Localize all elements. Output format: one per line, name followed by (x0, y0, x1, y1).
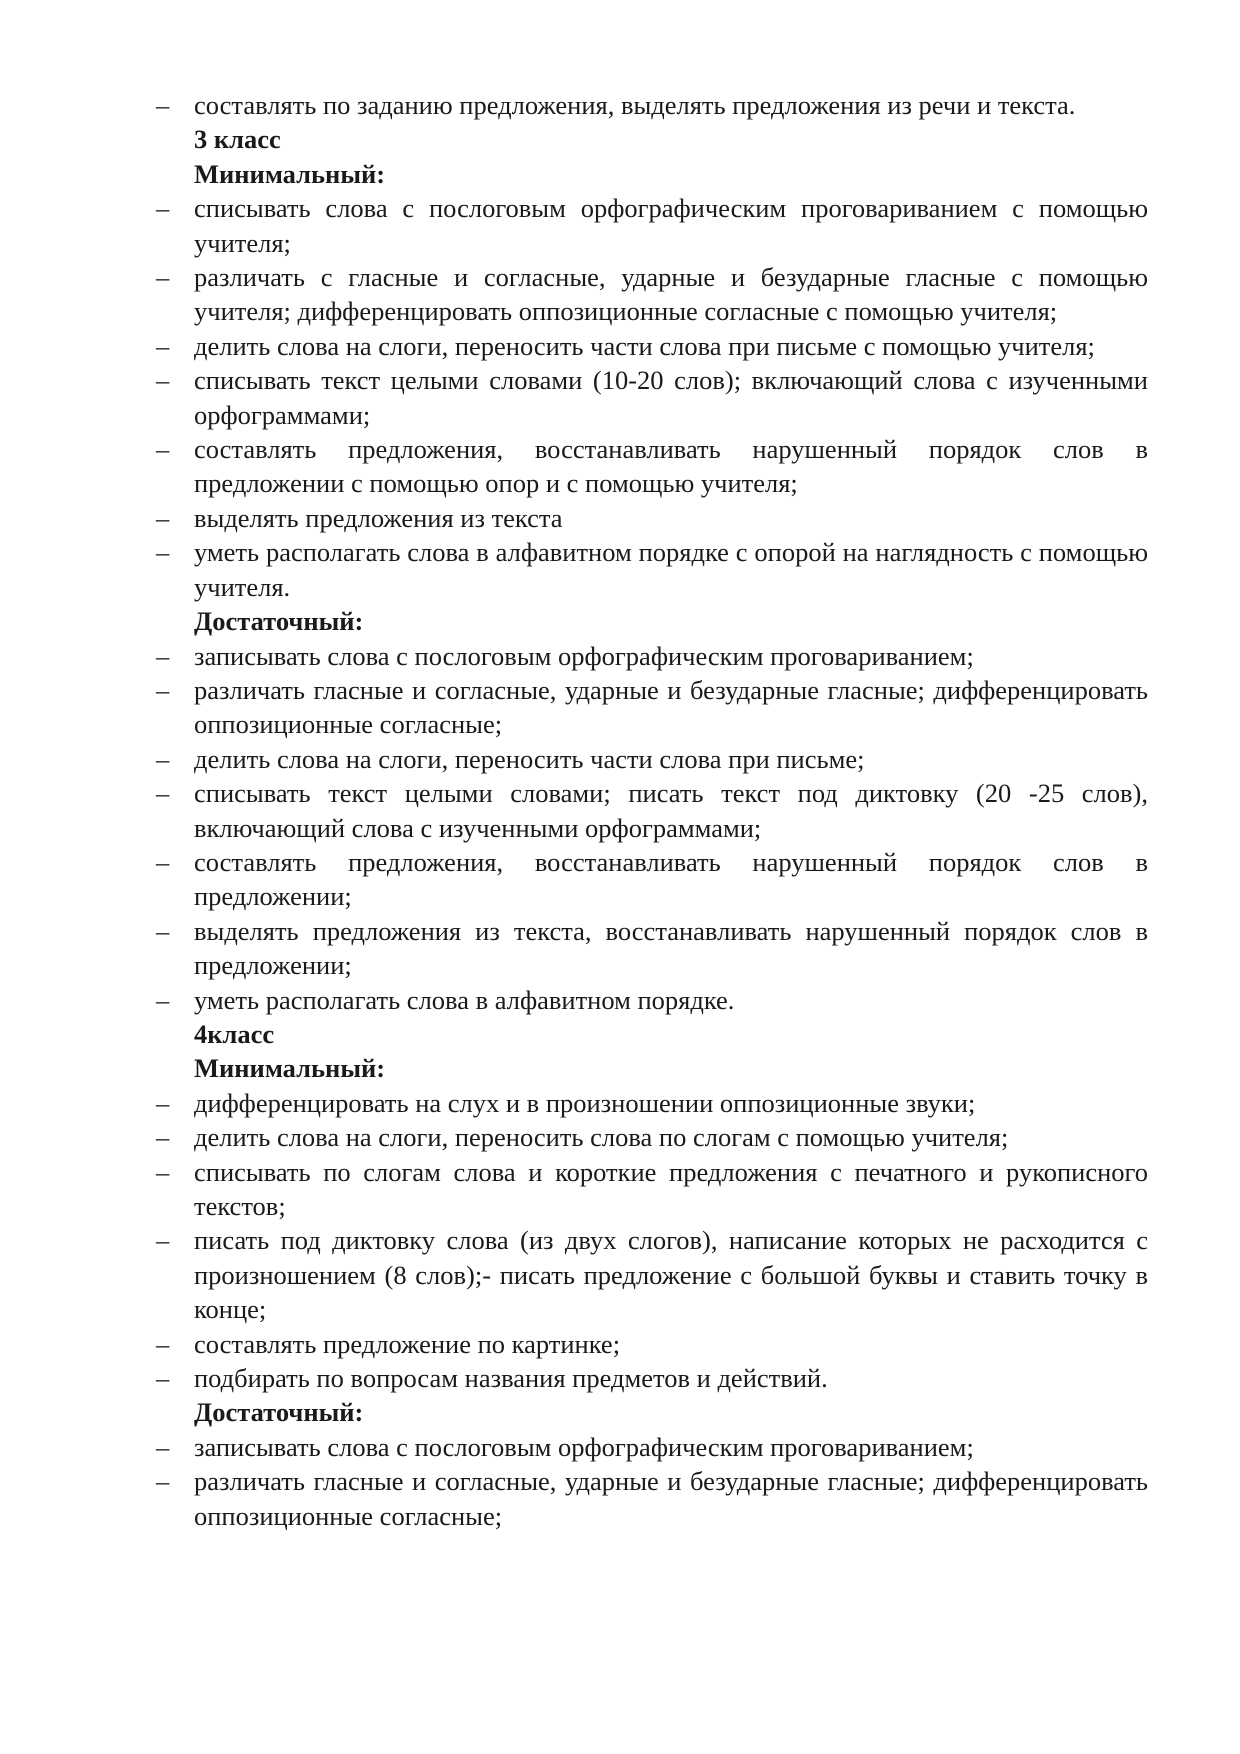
dash-bullet: – (156, 330, 170, 361)
dash-bullet: – (156, 640, 170, 671)
list-item-text: различать гласные и согласные, ударные и безударные гласные; дифференцировать оппозиционные согласные; (194, 674, 1148, 740)
dash-bullet: – (156, 193, 170, 224)
dash-bullet: – (156, 1087, 170, 1118)
list-item-text: различать с гласные и согласные, ударные и безударные гласные с помощью учителя; дифференцировать оппозиционные согласные с помощью учителя; (194, 262, 1148, 327)
dash-bullet: – (156, 1466, 170, 1497)
list-item (156, 845, 1148, 914)
list-item-text: записывать слова с послоговым орфографическим проговариванием; (194, 1431, 974, 1462)
dash-bullet: – (156, 674, 170, 705)
document-body (156, 88, 1148, 1533)
section-heading: Минимальный: (194, 1053, 386, 1084)
dash-bullet: – (156, 778, 170, 809)
list-item-text: делить слова на слоги, переносить части слова при письме; (194, 743, 865, 774)
list-item-text: выделять предложения из текста (194, 502, 563, 533)
dash-bullet: – (156, 1328, 170, 1359)
dash-bullet: – (156, 1156, 170, 1187)
dash-bullet: – (156, 90, 170, 120)
list-item-text: составлять предложение по картинке; (194, 1328, 621, 1359)
list-item-text: выделять предложения из текста, восстанавливать нарушенный порядок слов в предложении; (194, 915, 1148, 981)
section-heading: Достаточный: (194, 1397, 364, 1428)
dash-bullet: – (156, 1363, 170, 1394)
dash-bullet: – (156, 1431, 170, 1462)
list-item (156, 776, 1148, 845)
list-item-text: составлять предложения, восстанавливать нарушенный порядок слов в предложении с помощью опор и с помощью учителя; (194, 434, 1148, 499)
list-item (156, 1327, 1148, 1361)
list-item-text: делить слова на слоги, переносить части слова при письме с помощью учителя; (194, 330, 1095, 361)
dash-bullet: – (156, 262, 170, 293)
section-heading: 3 класс (194, 124, 281, 155)
list-item-text: записывать слова с послоговым орфографическим проговариванием; (194, 640, 974, 671)
list-item (156, 1086, 1148, 1120)
dash-bullet: – (156, 537, 170, 568)
dash-bullet: – (156, 502, 170, 533)
list-item-text: списывать текст целыми словами; писать текст под диктовку (20 -25 слов), включающий слова с изученными орфограммами; (194, 778, 1148, 843)
section-heading: Минимальный: (194, 158, 386, 189)
list-item (156, 1361, 1148, 1395)
list-item (156, 329, 1148, 363)
dash-bullet: – (156, 743, 170, 774)
dash-bullet: – (156, 1122, 170, 1153)
list-item-text: дифференцировать на слух и в произношении оппозиционные звуки; (194, 1087, 976, 1118)
list-item-text: составлять по заданию предложения, выделять предложения из речи и текста. (194, 90, 1076, 120)
list-item (156, 432, 1148, 501)
list-item (156, 983, 1148, 1017)
list-item (156, 363, 1148, 432)
list-item (156, 1155, 1148, 1224)
section-heading: 4класс (194, 1018, 275, 1049)
list-item (156, 1430, 1148, 1464)
list-item (156, 742, 1148, 776)
list-item-text: составлять предложения, восстанавливать нарушенный порядок слов в предложении; (194, 846, 1148, 912)
list-item (156, 639, 1148, 673)
list-item-text: подбирать по вопросам названия предметов и действий. (194, 1363, 828, 1394)
dash-bullet: – (156, 1225, 170, 1256)
list-item-text: различать гласные и согласные, ударные и безударные гласные; дифференцировать оппозиционные согласные; (194, 1466, 1148, 1531)
list-item-text: списывать по слогам слова и короткие предложения с печатного и рукописного текстов; (194, 1156, 1148, 1221)
section-heading: Достаточный: (194, 606, 364, 637)
list-item (156, 535, 1148, 604)
list-item (156, 191, 1148, 260)
list-item (156, 1464, 1148, 1533)
dash-bullet: – (156, 915, 170, 946)
list-item-text: списывать слова с послоговым орфографическим проговариванием с помощью учителя; (194, 193, 1148, 258)
list-item (156, 1223, 1148, 1326)
dash-bullet: – (156, 434, 170, 465)
list-item (156, 501, 1148, 535)
list-item (156, 260, 1148, 329)
list-item-text: делить слова на слоги, переносить слова по слогам с помощью учителя; (194, 1122, 1009, 1153)
dash-bullet: – (156, 365, 170, 396)
list-item-text: списывать текст целыми словами (10-20 слов); включающий слова с изученными орфограммами; (194, 365, 1148, 430)
list-item-text: уметь располагать слова в алфавитном порядке с опорой на наглядность с помощью учителя. (194, 537, 1148, 602)
list-item-text: писать под диктовку слова (из двух слогов), написание которых не расходится с произношением (8 слов);- писать предложение с большой буквы и ставить точку в конце; (194, 1225, 1148, 1325)
list-item-text: уметь располагать слова в алфавитном порядке. (194, 984, 735, 1015)
list-item (156, 673, 1148, 742)
list-item (156, 88, 1148, 122)
dash-bullet: – (156, 846, 170, 877)
list-item (156, 1120, 1148, 1154)
dash-bullet: – (156, 984, 170, 1015)
list-item (156, 914, 1148, 983)
